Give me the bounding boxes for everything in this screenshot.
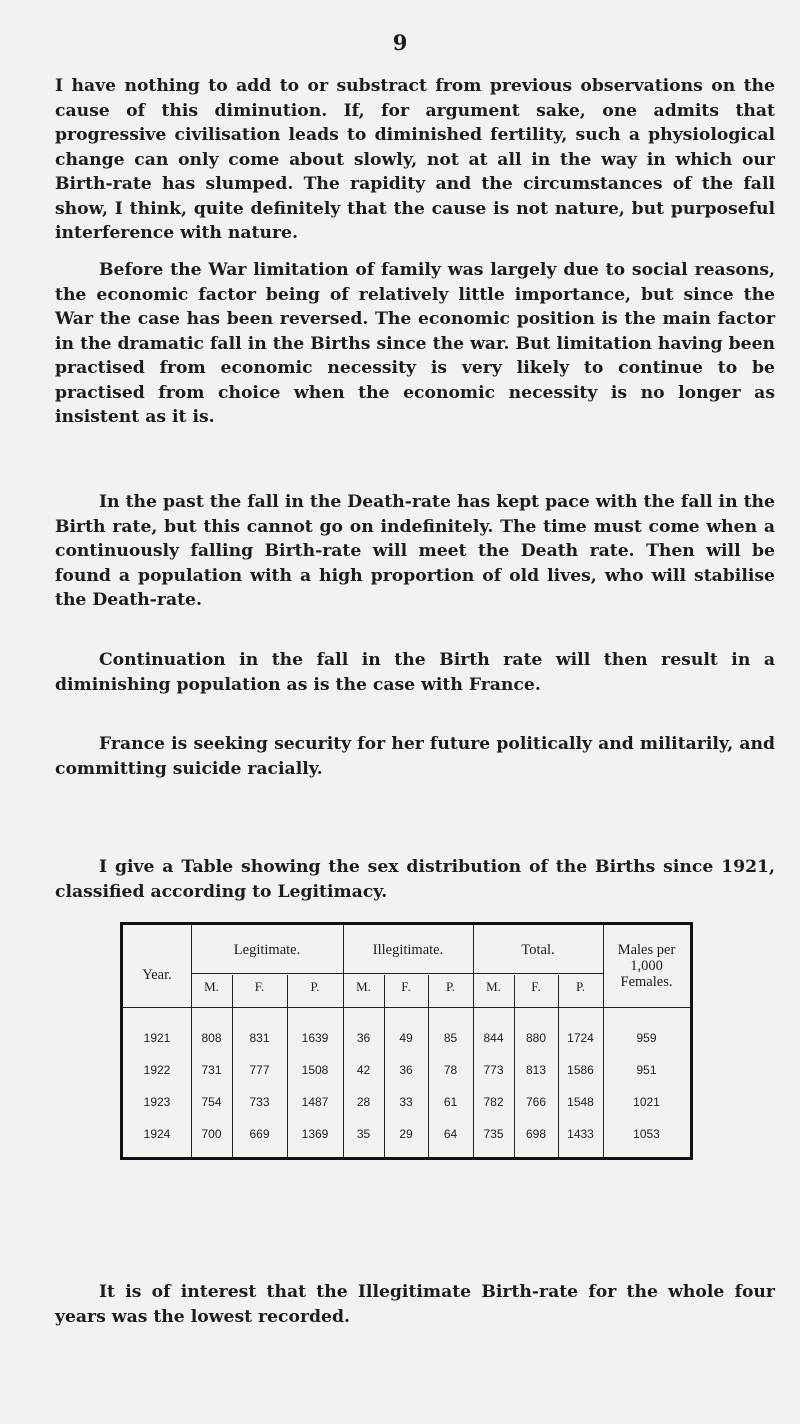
sub-header: F.: [401, 979, 411, 994]
row-year: 1923: [143, 1095, 171, 1109]
cell: 78: [443, 1063, 458, 1077]
cell: 36: [356, 1031, 371, 1045]
cell: 85: [443, 1031, 458, 1045]
paragraph-2: Before the War limitation of family was largely due to social reasons, the economic factor being of relatively little importance, but since the War the case has been reversed. The economic position is the main factor in the dramatic fall in the Births since the war. But limitation having been practised from economic necessity is very likely to continue to be practised from choice when the economic necessity is no longer as insistent as it is.: [55, 260, 775, 427]
cell: 880: [525, 1031, 547, 1045]
total-header: Total.: [521, 942, 555, 958]
cell: 1369: [301, 1127, 329, 1141]
ratio-cell: 959: [636, 1031, 657, 1045]
cell: 669: [249, 1127, 270, 1141]
cell: 735: [483, 1127, 504, 1141]
paragraph-6: I give a Table showing the sex distribution of the Births since 1921, classified according to Legitimacy.: [55, 857, 775, 902]
cell: 831: [249, 1031, 270, 1045]
sub-header: P.: [310, 979, 320, 994]
ratio-header-line-1: Males per: [617, 942, 676, 958]
cell: 766: [525, 1095, 547, 1109]
sub-header: P.: [445, 979, 456, 994]
cell: 754: [201, 1095, 222, 1109]
cell: 35: [356, 1127, 371, 1141]
cell: 733: [249, 1095, 270, 1109]
sub-header: M.: [486, 979, 501, 994]
year-header: Year.: [142, 967, 172, 983]
cell: 698: [525, 1127, 547, 1141]
sub-header: M.: [204, 979, 219, 994]
cell: 1433: [567, 1127, 594, 1141]
sub-header: F.: [531, 979, 541, 994]
illegitimate-header: Illegitimate.: [372, 942, 444, 958]
ratio-header: [603, 942, 690, 990]
ratio-header-line-2: 1,000: [630, 958, 663, 974]
cell: 33: [399, 1095, 413, 1109]
ratio-cell: 1021: [633, 1095, 660, 1109]
cell: 844: [483, 1031, 504, 1045]
cell: 64: [443, 1127, 458, 1141]
sub-header: F.: [254, 979, 265, 994]
row-year: 1921: [143, 1031, 171, 1045]
ratio-cell: 1053: [633, 1127, 660, 1141]
sub-header: P.: [575, 979, 586, 994]
cell: 1586: [567, 1063, 594, 1077]
cell: 42: [356, 1063, 371, 1077]
cell: 61: [443, 1095, 458, 1109]
cell: 29: [399, 1127, 413, 1141]
cell: 1639: [301, 1031, 329, 1045]
paragraph-4: Continuation in the fall in the Birth rate will then result in a diminishing population as is the case with France.: [55, 650, 775, 695]
cell: 36: [399, 1063, 413, 1077]
ratio-header-line-3: Females.: [620, 974, 673, 990]
cell: 1487: [301, 1095, 329, 1109]
cell: 813: [525, 1063, 547, 1077]
page-number: 9: [392, 30, 408, 55]
paragraph-7: It is of interest that the Illegitimate Birth-rate for the whole four years was the lowest recorded.: [55, 1282, 775, 1327]
cell: 28: [356, 1095, 371, 1109]
cell: 782: [483, 1095, 504, 1109]
sub-header: M.: [356, 979, 371, 994]
paragraph-1: I have nothing to add to or substract from previous observations on the cause of this diminution. If, for argument sake, one admits that progressive civilisation leads to diminished fertility, such a physiological change can only come about slowly, not at all in the way in which our Birth-rate has slumped. The rapidity and the circumstances of the fall show, I think, quite definitely that the cause is not nature, but purposeful interference with nature.: [55, 76, 775, 243]
births-table: [120, 922, 693, 1160]
ratio-cell: 951: [636, 1063, 657, 1077]
paragraph-3: In the past the fall in the Death-rate has kept pace with the fall in the Birth rate, but this cannot go on indefinitely. The time must come when a continuously falling Birth-rate will meet the Death rate. Then will be found a population with a high proportion of old lives, who will stabilise the Death-rate.: [55, 492, 775, 610]
cell: 1508: [301, 1063, 329, 1077]
cell: 700: [201, 1127, 222, 1141]
row-year: 1922: [143, 1063, 171, 1077]
row-year: 1924: [143, 1127, 171, 1141]
cell: 777: [249, 1063, 270, 1077]
paragraph-5: France is seeking security for her future politically and militarily, and committing suicide racially.: [55, 734, 775, 779]
legitimate-header: Legitimate.: [233, 942, 301, 958]
cell: 1548: [567, 1095, 594, 1109]
cell: 731: [201, 1063, 222, 1077]
cell: 1724: [567, 1031, 594, 1045]
cell: 49: [399, 1031, 413, 1045]
cell: 808: [201, 1031, 222, 1045]
cell: 773: [483, 1063, 504, 1077]
